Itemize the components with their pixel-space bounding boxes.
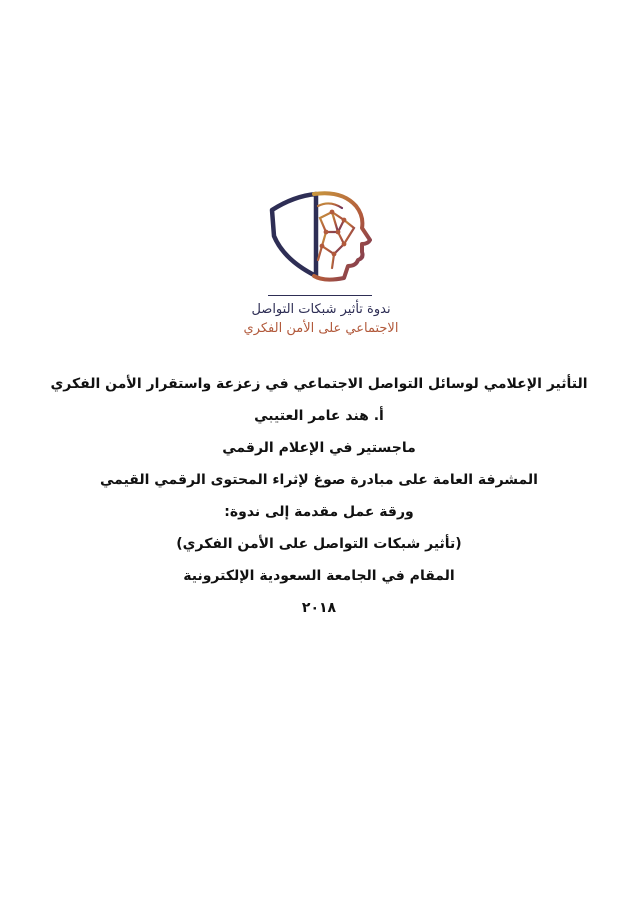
- author-degree: ماجستير في الإعلام الرقمي: [222, 440, 416, 456]
- paper-intro: ورقة عمل مقدمة إلى ندوة:: [224, 504, 414, 520]
- shield-head-network-icon: [264, 188, 384, 288]
- symposium-logo: [236, 188, 406, 348]
- document-title: التأثير الإعلامي لوسائل التواصل الاجتماعي في زعزعة واستقرار الأمن الفكري: [50, 376, 588, 392]
- year: ٢٠١٨: [301, 600, 337, 616]
- logo-divider: [268, 295, 372, 296]
- symposium-name: (تأثير شبكات التواصل على الأمن الفكري): [176, 536, 462, 552]
- logo-text-line-2: [236, 321, 406, 337]
- author-name: أ. هند عامر العتيبي: [254, 408, 384, 424]
- author-position: المشرفة العامة على مبادرة صوغ لإثراء المحتوى الرقمي القيمي: [100, 472, 538, 488]
- logo-text-1: ندوة تأثير شبكات التواصل: [251, 302, 391, 317]
- logo-text-line-1: [236, 302, 406, 318]
- venue: المقام في الجامعة السعودية الإلكترونية: [183, 568, 455, 584]
- logo-text-2: الاجتماعي على الأمن الفكري: [243, 321, 399, 336]
